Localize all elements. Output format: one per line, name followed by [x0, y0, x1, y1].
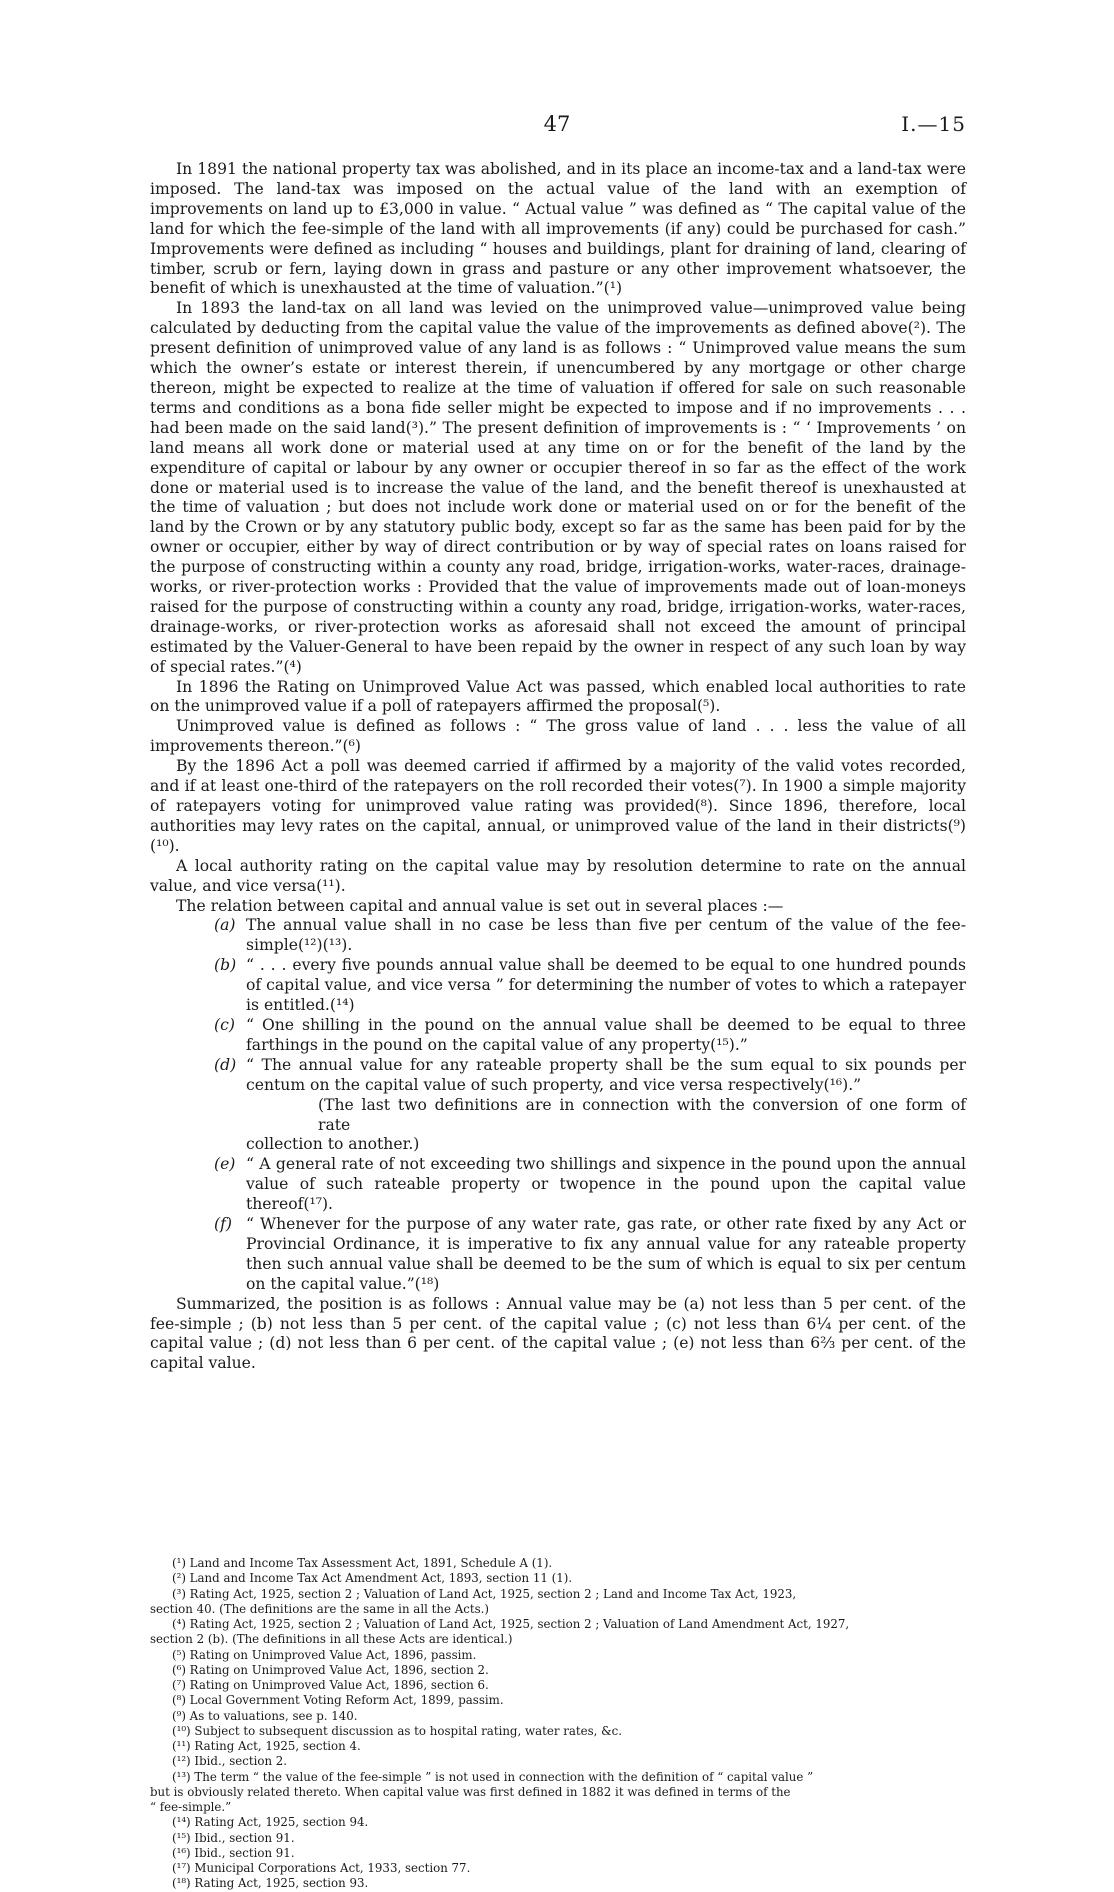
list-note-line: collection to another.): [246, 1135, 420, 1154]
footnote: (¹⁰) Subject to subsequent discussion as to hospital rating, water rates, &c.: [172, 1723, 623, 1738]
list-marker: (a): [214, 916, 236, 935]
running-head: I.—15: [901, 112, 966, 136]
footnote: (¹¹) Rating Act, 1925, section 4.: [172, 1739, 361, 1753]
list-item-text: “ The annual value for any rateable property shall be the sum equal to six pounds per centum on the capital value of such property, and vice versa respectively(¹⁶).”: [246, 1055, 966, 1094]
list-marker: (c): [214, 1015, 235, 1034]
footnote: (³) Rating Act, 1925, section 2 ; Valuation of Land Act, 1925, section 2 ; Land and Income Tax Act, 1923,: [172, 1586, 797, 1601]
paragraph: The relation between capital and annual value is set out in several places :—: [176, 896, 784, 915]
list-marker: (f): [214, 1215, 232, 1234]
list-note-line: (The last two definitions are in connection with the conversion of one form of rate: [318, 1095, 966, 1134]
paragraph: In 1893 the land-tax on all land was levied on the unimproved value—unimproved value being calculated by deducting from the capital value the value of the improvements as defined above(²). The present definition of unimproved value of any land is as follows : “ Unimproved value means the sum which the owner’s estate or interest therein, if unencumbered by any mortgage or other charge thereon, might be expected to realize at the time of valuation if offered for sale on such reasonable terms and conditions as a bona fide seller might be expected to impose and if no improvements . . . had been made on the said land(³).” The present definition of improvements is : “ ‘ Improvements ’ on land means all work done or material used at any time on or for the benefit of the land by the expenditure of capital or labour by any owner or occupier thereof in so far as the effect of the work done or material used is to increase the value of the land, and the benefit thereof is unexhausted at the time of valuation ; but does not include work done or material used on or for the benefit of the land by the Crown or by any statutory public body, except so far as the same has been paid for by the owner or occupier, either by way of direct contribution or by way of special rates on loans raised for the purpose of constructing within a county any road, bridge, irrigation-works, water-races, drainage-works, or river-protection works : Provided that the value of improvements made out of loan-moneys raised for the purpose of constructing within a county any road, bridge, irrigation-works, water-races, drainage-works, or river-protection works as aforesaid shall not exceed the amount of principal estimated by the Valuer-General to have been repaid by the owner in respect of any such loan by way of special rates.”(⁴): [150, 299, 966, 676]
footnote-continuation: “ fee-simple.”: [150, 1800, 232, 1814]
list-item: [214, 916, 966, 956]
list-item-text: The annual value shall in no case be less than five per centum of the value of the fee-simple(¹²)(¹³).: [246, 916, 966, 955]
paragraph: In 1891 the national property tax was abolished, and in its place an income-tax and a land-tax were imposed. The land-tax was imposed on the actual value of the land with an exemption of improvements on land up to £3,000 in value. “ Actual value ” was defined as “ The capital value of the land for which the fee-simple of the land with all improvements (if any) could be purchased for cash.” Improvements were defined as including “ houses and buildings, plant for draining of land, clearing of timber, scrub or fern, laying down in grass and pasture or any other improvement whatsoever, the benefit of which is unexhausted at the time of valuation.”(¹): [150, 160, 966, 298]
paragraph: Unimproved value is defined as follows : “ The gross value of land . . . less the value of all improvements thereon.”(⁶): [150, 717, 966, 756]
footnote: (¹⁶) Ibid., section 91.: [172, 1845, 295, 1860]
footnote-continuation: section 40. (The definitions are the same in all the Acts.): [150, 1601, 489, 1616]
list-item: [214, 1015, 966, 1056]
list-marker: (d): [214, 1055, 237, 1074]
list-marker: (e): [214, 1155, 236, 1174]
body-text: [150, 160, 966, 1374]
footnote: (¹³) The term “ the value of the fee-simple ” is not used in connection with the definition of “ capital value ”: [172, 1769, 814, 1784]
footnote: (¹²) Ibid., section 2.: [172, 1754, 288, 1769]
page-header: [0, 112, 1114, 142]
footnote: (¹⁵) Ibid., section 91.: [172, 1830, 295, 1845]
footnote: (¹⁷) Municipal Corporations Act, 1933, section 77.: [172, 1861, 471, 1875]
list-item: [214, 1215, 966, 1295]
footnotes: [150, 1556, 966, 1892]
paragraph: In 1896 the Rating on Unimproved Value Act was passed, which enabled local authorities to rate on the unimproved value if a poll of ratepayers affirmed the proposal(⁵).: [150, 677, 966, 716]
footnote: (⁶) Rating on Unimproved Value Act, 1896, section 2.: [172, 1662, 489, 1677]
list-item: [214, 956, 966, 1016]
footnote: (⁵) Rating on Unimproved Value Act, 1896, passim.: [172, 1647, 477, 1662]
relation-list: [150, 916, 966, 1294]
footnote-continuation: but is obviously related thereto. When capital value was first defined in 1882 it was defined in terms of the: [150, 1784, 791, 1799]
list-item: [214, 1055, 966, 1096]
list-item-text: “ Whenever for the purpose of any water rate, gas rate, or other rate fixed by any Act or Provincial Ordinance, it is imperative to fix any annual value for any rateable property then such annual value shall be deemed to be the sum of which is equal to six per centum on the capital value.”(¹⁸): [246, 1215, 966, 1293]
list-item: [214, 1155, 966, 1215]
footnote: (¹⁸) Rating Act, 1925, section 93.: [172, 1876, 369, 1891]
footnote: (⁸) Local Government Voting Reform Act, 1899, passim.: [172, 1693, 504, 1708]
paragraph: A local authority rating on the capital value may by resolution determine to rate on the annual value, and vice versa(¹¹).: [150, 856, 966, 895]
summary-paragraph: Summarized, the position is as follows : Annual value may be (a) not less than 5 per cent. of the fee-simple ; (b) not less than 5 per cent. of the capital value ; (c) not less than 6¼ per cent. of the capital value ; (d) not less than 6 per cent. of the capital value ; (e) not less than 6⅔ per cent. of the capital value.: [150, 1294, 966, 1373]
footnote: (²) Land and Income Tax Act Amendment Act, 1893, section 11 (1).: [172, 1571, 573, 1586]
footnote: (¹) Land and Income Tax Assessment Act, 1891, Schedule A (1).: [172, 1556, 553, 1570]
footnote-continuation: section 2 (b). (The definitions in all these Acts are identical.): [150, 1632, 513, 1647]
list-item-text: “ A general rate of not exceeding two shillings and sixpence in the pound upon the annual value of such rateable property or twopence in the pound upon the capital value thereof(¹⁷).: [246, 1155, 966, 1214]
footnote: (¹⁴) Rating Act, 1925, section 94.: [172, 1815, 369, 1830]
paragraph: By the 1896 Act a poll was deemed carried if affirmed by a majority of the valid votes recorded, and if at least one-third of the ratepayers on the roll recorded their votes(⁷). In 1900 a simple majority of ratepayers voting for unimproved value rating was provided(⁸). Since 1896, therefore, local authorities may levy rates on the capital, annual, or unimproved value of the land in their districts(⁹)(¹⁰).: [150, 757, 966, 855]
page-number: 47: [543, 112, 571, 136]
footnote: (⁹) As to valuations, see p. 140.: [172, 1708, 358, 1723]
list-item-text: “ One shilling in the pound on the annual value shall be deemed to be equal to three farthings in the pound on the capital value of any property(¹⁵).”: [246, 1015, 966, 1054]
footnote: (⁷) Rating on Unimproved Value Act, 1896, section 6.: [172, 1678, 489, 1692]
list-item-text: “ . . . every five pounds annual value shall be deemed to be equal to one hundred pounds of capital value, and vice versa ” for determining the number of votes to which a ratepayer is entitled.(¹⁴): [246, 956, 966, 1015]
footnote: (⁴) Rating Act, 1925, section 2 ; Valuation of Land Act, 1925, section 2 ; Valuation of Land Amendment Act, 1927,: [172, 1617, 850, 1631]
list-marker: (b): [214, 956, 237, 975]
